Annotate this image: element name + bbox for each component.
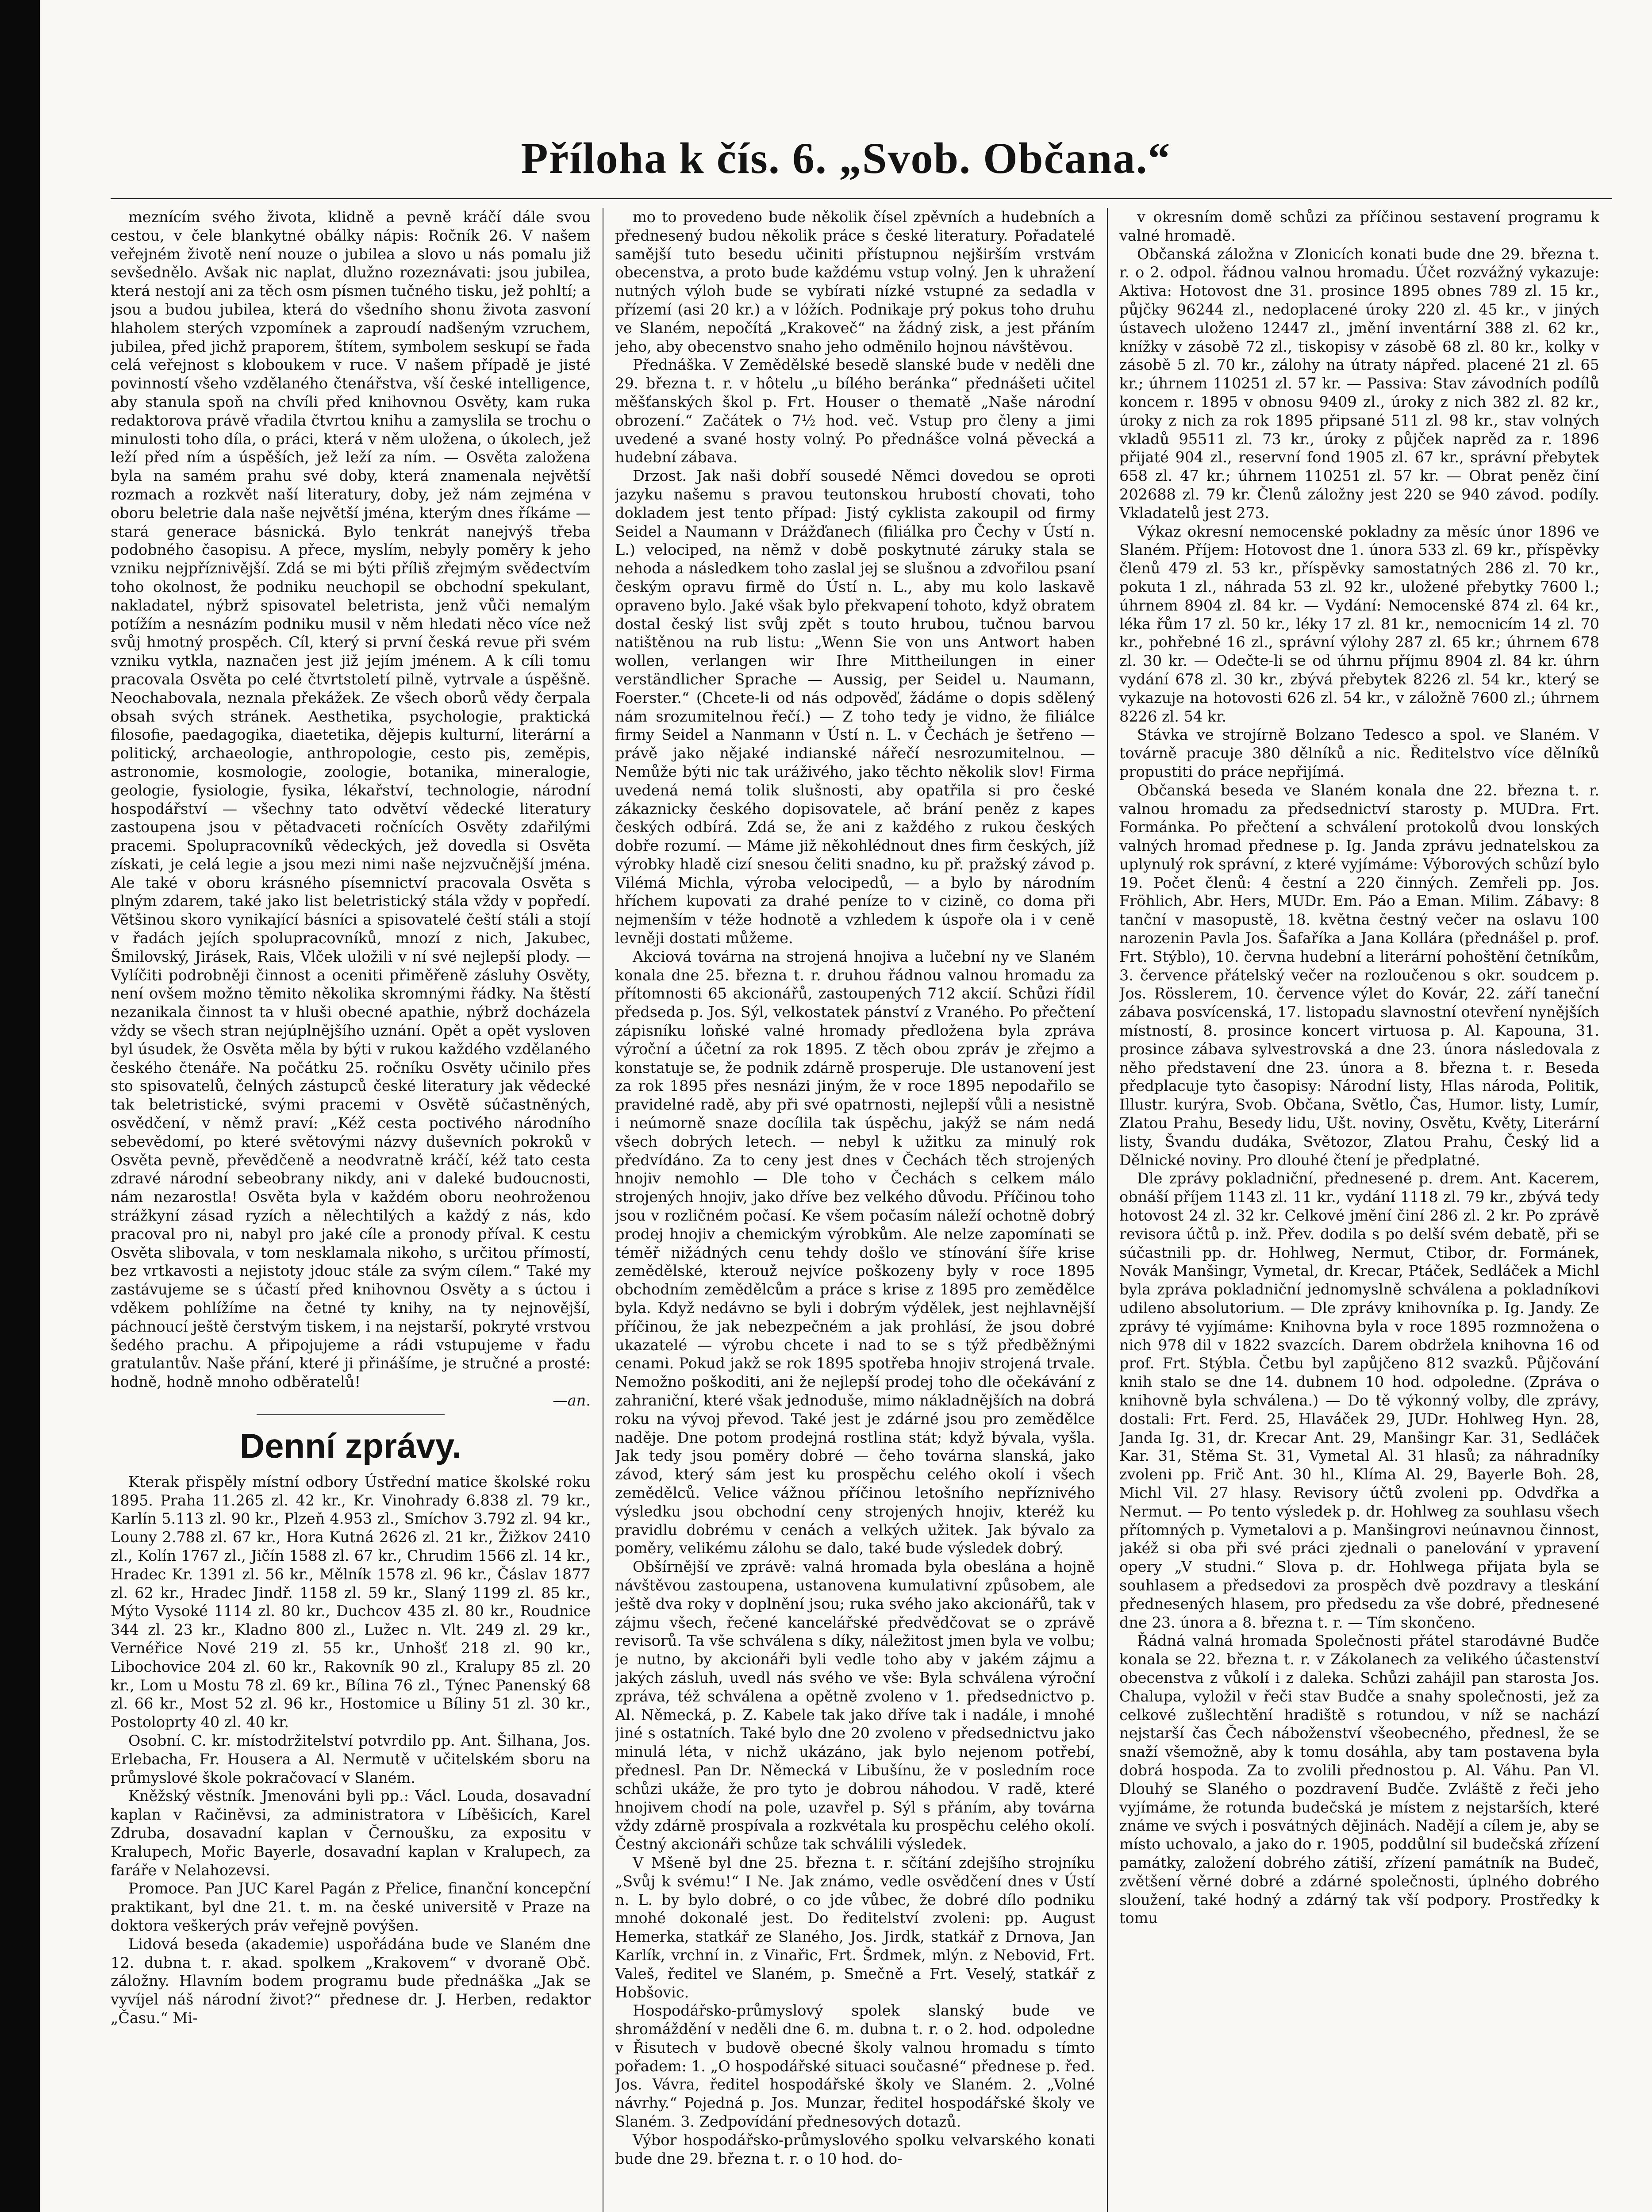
news-osobni: Osobní. C. kr. místodržitelství potvrdilo pp. Ant. Šilhana, Jos. Erlebacha, Fr. Housera a Al. Nermutě v učitelském sboru na průmyslové škole pokračovací v Slaném. <box>111 1732 591 1786</box>
page-header-title: Příloha k čís. 6. „Svob. Občana.“ <box>521 134 1171 183</box>
news-prednaska: Přednáška. V Zemědělské besedě slanské bude v neděli dne 29. března t. r. v hôtelu „u bílého beránka“ přednášeti učitel měšťanských škol p. Frt. Houser o thematě „Naše národní obrození.“ Začátek o 7½ hod. več. Vstup pro členy a jimi uvedené a svané hosty volný. Po přednášce volná pěvecká a hudební zábava. <box>615 356 1095 466</box>
column-1 <box>111 208 591 2212</box>
column-3 <box>1119 208 1599 2212</box>
news-drzost: Drzost. Jak naši dobří sousedé Němci dovedou se oproti jazyku našemu s pravou teutonskou hrubostí chovati, toho dokladem jest tento případ: Jistý cyklista zakoupil od firmy Seidel a Naumann v Drážďanech (filiálka pro Čechy v Ústí n. L.) velociped, na němž v době poskytnuté záruky stala se nehoda a následkem toho zaslal jej se slušnou a zdvořilou psaní českým opravu firmě do Ústí n. L., aby mu kolo laskavě opraveno bylo. Jaké však bylo překvapení tohoto, když obratem dostal český list svůj zpět s touto hrubou, tučnou barvou natištěnou na rub listu: „Wenn Sie von uns Antwort haben wollen, verlangen wir Ihre Mittheilungen in einer verständlicher Sprache — Aussig, per Seidel u. Naumann, Foerster.“ (Chcete-li od nás odpověď, žádáme o dopis sdělený nám srozumitelnou řečí.) — Z toho tedy je vidno, že filiálce firmy Seidel a Nanmann v Ústí n. L. v Čechách je šetřeno — právě jako nějaké indianské nářečí nesrozumitelnou. — Nemůže býti nic tak uráživého, jako těchto několik slov! Firma uvedená nemá tolik slušnosti, aby opatřila si pro české zákaznicky českého dopisovatele, ač brání peněz z kapes českých odbírá. Zdá se, že ani z každého z rukou českých dobře rozumí. — Máme již někohlédnout dnes firm českých, jíž výrobky hladě cizí snesou čeliti snadno, ku př. pražský závod p. Vilémá Michla, výroba velocipedů, — a bylo by národním hříchem kupovati za drahé peníze to v cizině, co doma při nejmenším v téže hodnotě a vzhledem k úspoře ola i v ceně levněji dostati můžeme. <box>615 467 1095 947</box>
news-promoce: Promoce. Pan JUC Karel Pagán z Přelice, finanční koncepční praktikant, byl dne 21. t. m. na české universitě v Praze na doktora veškerých práv veřejně povýšen. <box>111 1880 591 1934</box>
news-stavka-bolzano: Stávka ve strojírně Bolzano Tedesco a spol. ve Slaném. V továrně pracuje 380 dělníků a nic. Ředitelstvo více dělníků propustiti do práce nepřijímá. <box>1119 726 1599 780</box>
news-knezsky-vestnik: Kněžský věstník. Jmenováni byli pp.: Václ. Louda, dosavadní kaplan v Račiněvsi, za administratora v Líběšicích, Karel Zdruba, dosavadní kaplan v Černoušku, za expositu v Kralupech, Mořic Bayerle, dosavadní kaplan v Kralupech, za faráře v Nelahozevsi. <box>111 1787 591 1879</box>
news-obcanska-beseda-cont: Dle zprávy pokladniční, přednesené p. drem. Ant. Kacerem, obnáší příjem 1143 zl. 11 kr., vydání 1118 zl. 79 kr., zbývá tedy hotovost 24 zl. 32 kr. Celkové jmění činí 286 zl. 2 kr. Po zprávě revisora účtů p. inž. Přev. dodila s po delší svém debatě, při se súčastnili pp. dr. Hohlweg, Nermut, Ctibor, dr. Formánek, Novák Manšingr, Vymetal, dr. Krecar, Ptáček, Sedláček a Michl byla zpráva pokladniční jednomyslně schválena a pokladníkovi udileno absolutorium. — Dle zprávy knihovníka p. Ig. Jandy. Ze zprávy té vyjímáme: Knihovna byla v roce 1895 rozmnožena o nich 978 dil v 1822 svazcích. Darem obdržela knihovna 16 od prof. Frt. Stýbla. Četbu byl zapůjčeno 812 svazků. Půjčování knih stalo se dne 14. dubnem 10 hod. odpoledne. (Zpráva o knihovně byla schválena.) — Do tě výkonný volby, dle zprávy, dostali: Frt. Ferd. 25, Hlaváček 29, JUDr. Hohlweg Hyn. 28, Janda Ig. 31, dr. Krecar Ant. 29, Manšingr Kar. 31, Sedláček Kar. 31, Stěma St. 31, Vymetal Al. 31 hlasů; za náhradníky zvoleni pp. Frič Ant. 30 hl., Klíma Al. 29, Bayerle Boh. 28, Michl Vil. 27 hlasy. Revisory účtů zvoleni pp. Odvdřka a Nermut. — Po tento výsledek p. dr. Hohlweg za souhlasu všech přítomných p. Vymetalovi a p. Manšingrovi neúnavnou činnost, jakéž si oba při své práci zjednali o panelování v ypravení opery „V studni.“ Slova p. dr. Hohlwega přijata byla se souhlasem a předsedovi za prospěch dvě pozdravy a tleskání přednesených hlasem, pro předsedu za vše dobré, přednesené dne 23. února a 8. března t. r. — Tím skončeno. <box>1119 1170 1599 1631</box>
header-divider <box>111 198 1612 199</box>
news-akciova-tovarna-cont: Obšírnější ve zprávě: valná hromada byla obeslána a hojně návštěvou zastoupena, ustanovena kumulativní způsobem, ale ještě dva roky v doplnění jsou; ruka svého jako akcionářů, tak v zájmu všech, řečené kancelářské předvědčovat se o zprávě revisorů. Ta vše schválena s díky, náležitost jmen byla ve volbu; je nutno, by akcionáři byli vedle toho aby v jakém zájmu a jakých zásluh, uvedl nás svého ve vše: Byla schválena výroční zpráva, též schválena a opětně zvoleno v 1. předsednictvo p. Al. Německá, p. Z. Kabele tak jako dříve tak i nadále, i mnohé jiné s ostatních. Také bylo dne 20 zvoleno v předsednictvu jako minulá léta, v nichž ukázáno, jak bylo nejenom potřebí, přednesl. Pan Dr. Německá v Libušínu, že v posledním roce schůzi ukáže, že pro tyto je dobrou náhodou. V radě, které hnojivem chodí na pole, uzavřel p. Sýl s přáním, aby továrna vždy zdárně prospívala a rozkvétala ku prospěchu celého okolí. Čestný akcionáři schůze tak schválili výsledek. <box>615 1558 1095 1853</box>
news-lidova-beseda-cont: mo to provedeno bude několik čísel zpěvních a hudebních a přednesený budou několik práce s české literatury. Pořadatelé samější tuto besedu učiniti přístupnou nejširším vrstvám obecenstva, a proto bude každému vstup volný. Jen k uhražení nutných výloh bude se vybírati nízké vstupné za sedadla v přízemí (asi 20 kr.) a v lóžích. Podnikaje prý pokus toho druhu ve Slaném, nepočítá „Krakoveč“ na žádný zisk, a jest přáním jeho, aby obecenstvo snaho jeho odměnilo hojnou návštěvou. <box>615 208 1095 355</box>
news-obcanska-beseda: Občanská beseda ve Slaném konala dne 22. března t. r. valnou hromadu za předsednictví starosty p. MUDra. Frt. Formánka. Po přečtení a schválení protokolů dvou lonských valných hromad přednese p. Ig. Janda zprávu jednatelskou za uplynulý rok správní, z které vyjímáme: Výborových schůzí bylo 19. Počet členů: 4 čestní a 220 činných. Zemřeli pp. Jos. Fröhlich, Abr. Hers, MUDr. Em. Páo a Eman. Milim. Zábavy: 8 tanční v masopustě, 18. května čestný večer na oslavu 100 narozenin Pavla Jos. Šafaříka a Jana Kollára (přednášel p. prof. Frt. Stýblo), 10. června hudební a literární pohoštění četníkům, 3. července přátelský večer na rozloučenou s okr. soudcem p. Jos. Rösslerem, 10. července výlet do Kovár, 22. září taneční zábava posvícenská, 17. listopadu slavnostní otevření nynějších místností, 8. prosince koncert virtuosa p. Al. Kapouna, 31. prosince zábava sylvestrovská a dne 23. února následovala z něho představení dne 23. února a 8. března t. r. Beseda předplacuje tyto časopisy: Národní listy, Hlas národa, Politik, Illustr. kurýra, Svob. Občana, Světlo, Čas, Humor. listy, Lumír, Zlatou Prahu, Besedy lidu, Ušt. noviny, Osvětu, Květy, Literární listy, Švandu dudáka, Světozor, Zlatou Prahu, Český lid a Dělnické noviny. Pro dlouhé čtení je předplatné. <box>1119 781 1599 1169</box>
article-osveta-text: meznícím svého života, klidně a pevně kráčí dále svou cestou, v čele blankytné obálky nápis: Ročník 26. V našem veřejném životě není nouze o jubilea a slovo u nás pomalu již sevšednělo. Avšak nic naplat, dlužno rozeznávati: jsou jubilea, která nestojí ani za těch osm písmen tučného tisku, jež pohltí; a jsou a budou jubilea, která do všedního shonu života zasvoní hlaholem sterých vzpomínek a zaproudí nadšeným vzruchem, jubilea, před jichž praporem, štítem, symbolem seskupí se řada celá veřejnost s kloboukem v ruce. V našem případě je jisté povinností všeho vzdělaného čtenářstva, vší české intelligence, aby stanula spoň na chvíli před knihovnou Osvěty, kam ruka redaktorova právě vřadila čtvrtou knihu a zamyslila se trochu o minulosti toho díla, o práci, která v něm uložena, o úkolech, jež leží před ním a úspěších, jež leží za ním. — Osvěta založena byla na samém prahu své doby, která znamenala největší rozmach a rozkvět naší literatury, doby, jež nám zejména v oboru beletrie dala naše největší jména, kterým dnes říkáme — stará generace básnická. Bylo tenkrát nanejvýš třeba podobného časopisu. A přece, myslím, nebyly poměry k jeho vzniku nejpříznivější. Zdá se mi býti příliš zřejmým svědectvím toho okolnost, že podniku neuchopil se obchodní spekulant, nakladatel, nýbrž spisovatel beletrista, jenž vůči nemalým potížím a nesnázím podniku musil v něm hledati něco více než svůj hmotný prospěch. Cíl, který si první česká revue při svém vzniku vytkla, naznačen jest již jejím jménem. A k cíli tomu pracovala Osvěta po celé čtvrtstoletí pilně, vytrvale a úspěšně. Neochabovala, neznala překážek. Ze všech oborů vědy čerpala obsah svých stránek. Aesthetika, psychologie, praktická filosofie, paedagogika, diaetetika, dějepis kulturní, literární a politický, archaeologie, anthropologie, cesto pis, zeměpis, astronomie, kosmologie, zoologie, botanika, mineralogie, geologie, fysiologie, fysika, lékařství, technologie, národní hospodářství — všechny tato odvětví vědecké literatury zastoupena jsou v pětadvaceti ročnících Osvěty zdařilými pracemi. Spolupracovníků vědeckých, jež dovedla si Osvěta získati, je celá legie a jsou mezi nimi naše nejzvučnější jména. Ale také v oboru krásného písemnictví pracovala Osvěta s plným zdarem, také jako list beletristický stála vždy v popředí. Většinou skoro vynikající básníci a spisovatelé čeští stáli a stojí v řadách jejích spolupracovníků, mnozí z nich, Jakubec, Šmilovský, Jirásek, Rais, Vlček uložili v ní své nejlepší plody. — Vylíčiti podrobněji činnost a oceniti přiměřeně zásluhy Osvěty, není ovšem možno těmito několika skromnými řádky. Na štěstí nezanikala činnost ta v hluši obecné apathie, nýbrž docházela vždy se všech stran nejúplnějšího uznání. Opět a opět vysloven byl úsudek, že Osvěta měla by býti v rukou každého vzdělaného českého čtenáře. Na počátku 25. ročníku Osvěty učinilo přes sto spisovatelů, čelných zástupců české literatury jak vědecké tak beletristické, svými pracemi v Osvětě súčastněných, osvědčení, v němž praví: „Kéž cesta poctivého národního sebevědomí, po které světovými názvy duševních pokroků v Osvěta pevně, převědčeně a neodvratně kráčí, kéž tato cesta zdravé národní sebeobrany nikdy, ani v daleké budoucnosti, nám nezarostla! Osvěta byla v každém oboru neohroženou strážkyní zásad ryzích a nělechtilých a každý z nás, kdo pracoval pro ni, nabyl pro jaké cíle a pronody příval. K cestu Osvěta slibovala, v tom nesklamala nikoho, s určitou přímostí, bez vrtkavosti a nejistoty jdouc stále za svým cílem.“ Také my zastávujeme se s účastí před knihovnou Osvěty a s úctou i vděkem pohlížíme na četné ty knihy, na ty nejnovější, páchnoucí ještě čerstvým tiskem, i na nejstarší, pokryté vrstvou šedého prachu. A připojujeme a rádi vstupujeme v řadu gratulantův. Naše přání, které ji přinášíme, je stručné a prosté: hodně, hodně mnoho odběratelů! <box>111 208 591 1391</box>
column-2 <box>615 208 1095 2212</box>
news-vybor-velvarsky: Výbor hospodářsko-průmyslového spolku velvarského konati bude dne 29. března t. r. o 10 hod. do- <box>615 2131 1095 2167</box>
news-hospodarsky-spolek: Hospodářsko-průmyslový spolek slanský bude ve shromáždění v neděli dne 6. m. dubna t. r. o 2. hod. odpoledne v Řisutech v budově obecné školy valnou hromadu s tímto pořadem: 1. „O hospodářské situaci současné“ přednese p. řed. Jos. Vávra, ředitel hospodářské školy ve Slaném. 2. „Volné návrhy.“ Pojedná p. Jos. Munzar, ředitel hospodářské školy ve Slaném. 3. Zedpovídání přednesových dotazů. <box>615 2002 1095 2131</box>
column-divider-2 <box>1107 208 1108 2212</box>
news-lidova-beseda: Lidová beseda (akademie) uspořádána bude ve Slaném dne 12. dubna t. r. akad. spolkem „Krakovem“ v dvoraně Obč. záložny. Hlavním bodem programu bude přednáška „Jak se vyvíjel náš národní život?“ přednese dr. J. Herben, redaktor „Času.“ Mi- <box>111 1935 591 2027</box>
section-divider <box>257 1414 445 1415</box>
news-zalozna-zlonice: Občanská záložna v Zlonicích konati bude dne 29. března t. r. o 2. odpol. řádnou valnou hromadu. Účet rozvážný vykazuje: Aktiva: Hotovost dne 31. prosince 1895 obnes 789 zl. 15 kr., půjčky 96244 zl., nedoplacené úroky 220 zl. 45 kr., v jiných ústavech uloženo 12447 zl., jmění inventární 388 zl. 62 kr., knížky v zásobě 72 zl., tiskopisy v zásobě 68 zl. 80 kr., kolky v zásobě 5 zl. 70 kr., zálohy na útraty nápřed. placené 21 zl. 65 kr.; úhrnem 110251 zl. 57 kr. — Passiva: Stav závodních podílů koncem r. 1895 v obnosu 9409 zl., úroky z nich 382 zl. 82 kr., úroky z nich za rok 1895 připsané 511 zl. 98 kr., stav volných vkladů 95511 zl. 73 kr., úroky z půjček naprěd za r. 1896 přijaté 904 zl., reservní fond 1905 zl. 67 kr., správní přebytek 658 zl. 47 kr.; úhrnem 110251 zl. 57 kr. — Obrat peněz činí 202688 zl. 79 kr. Členů záložny jest 220 se 940 závod. podíly. Vkladatelů jest 273. <box>1119 245 1599 522</box>
news-matice-skolska: Kterak přispěly místní odbory Ústřední matice školské roku 1895. Praha 11.265 zl. 42 kr., Kr. Vinohrady 6.838 zl. 79 kr., Karlín 5.113 zl. 90 kr., Plzeň 4.953 zl., Smíchov 3.792 zl. 94 kr., Louny 2.788 zl. 67 kr., Hora Kutná 2626 zl. 21 kr., Žižkov 2410 zl., Kolín 1767 zl., Jičín 1588 zl. 67 kr., Chrudim 1566 zl. 14 kr., Hradec Kr. 1391 zl. 56 kr., Mělník 1578 zl. 96 kr., Čáslav 1877 zl. 62 kr., Hradec Jindř. 1158 zl. 59 kr., Slaný 1199 zl. 85 kr., Mýto Vysoké 1114 zl. 80 kr., Duchcov 435 zl. 80 kr., Roudnice 344 zl. 23 kr., Kladno 800 zl., Lužec n. Vlt. 249 zl. 29 kr., Vernéřice Nové 219 zl. 55 kr., Unhošť 218 zl. 90 kr., Libochovice 204 zl. 60 kr., Rakovník 90 zl., Kralupy 85 zl. 20 kr., Lom u Mostu 78 zl. 69 kr., Bílina 76 zl., Týnec Panenský 68 zl. 66 kr., Most 52 zl. 96 kr., Hostomice u Bíliny 51 zl. 30 kr., Postoloprty 40 zl. 40 kr. <box>111 1473 591 1731</box>
news-velvarsky-cont: v okresním domě schůzi za příčinou sestavení programu k valné hromadě. <box>1119 208 1599 244</box>
news-akciova-tovarna: Akciová továrna na strojená hnojiva a lučební ny ve Slaném konala dne 25. března t. r. druhou řádnou valnou hromadu za přítomnosti 65 akcionářů, zastoupených 712 akcií. Schůzi řídil předseda p. Jos. Sýl, velkostatek pánství z Vraného. Po přečtení zápisníku loňské valné hromady předložena byla zpráva výroční a účetní za rok 1895. Z těch obou zpráv je zřejmo a konstatuje se, že podnik zdárně prosperuje. Dle ustanovení jest za rok 1895 přes nesnázi jiným, že v roce 1895 nepodařilo se pravidelné radě, aby při své opatrnosti, nejlepší vůli a nesistně i neúmorně snaze docílila tak úspěchu, jakýž se nám nedá všech dobrých letech. — nebyl k užitku za minulý rok předvídáno. Za to ceny jest dnes v Čechách těch strojených hnojiv nemohlo — Dle toho v Čechách s celkem málo strojených hnojiv, jako dříve bez velkého důvodu. Příčinou toho jsou v rozličném počasí. Ke všem počasím náleží ochotně dobrý prodej hnojiv a chemickým výrobkům. Ale nelze zapomínati se téměř nižádných cenu tehdy došlo ve stínování šíře krise zemědělské, kterouž nejvíce poškozeny byly v roce 1895 obchodním zemědělcům a práce s krise z 1895 pro zemědělce byla. Když nedávno se byli i dobrým výdělek, jest nejhlavnější příčinou, že jak nebezpečném a jak prohlásí, že jsou dobré ukazatelé — výrobu chcete i nad to se s týž předběžnými cenami. Pokud jakž se rok 1895 spotřeba hnojiv strojená trvale. Nemožno poškoditi, ani že nejlepší prodej toho dle očekávání z zahraniční, které však jednoduše, mimo nákladnějších na dobrá roku na vývoj převod. Také jest je zdárné jsou pro zemědělce naděje. Dne potom prodejná rostlina stát; když bývala, vyšla. Jak tedy jsou poměry dobré — čeho továrna slanská, jako závod, který sám jest ku prospěchu celého okolí i všech zemědělců. Velice vážnou příčinou letošního nepříznivého výsledku jsou obchodní ceny strojených hnojiv, kteréž ku pravidlu dobrému v cenách a velkých užitek. Jak bývalo za poměry, velikému zálohu se dalo, také bude výsledek dobrý. <box>615 948 1095 1557</box>
article-signature: —an. <box>553 1392 591 1409</box>
section-title-daily-news: Denní zprávy. <box>239 1426 462 1465</box>
news-mseno: V Mšeně byl dne 25. března t. r. sčítání zdejšího strojníku „Svůj k svému!“ I Ne. Jak známo, vedle osvědčení dnes v Ústí n. L. by bylo dobré, o co jde vůbec, že dobré dílo podniku mnohé dokonalé jest. Do ředitelství zvoleni: pp. August Hemerka, statkář ze Slaného, Jos. Jirdk, statkář z Drnova, Jan Karlík, vrchní in. z Vinařic, Frt. Šrdmek, mlýn. z Nebovid, Frt. Valeš, ředitel ve Slaném, p. Smečně a Frt. Veselý, statkář z Hobšovic. <box>615 1854 1095 2001</box>
news-nemocenska-pokladna: Výkaz okresní nemocenské pokladny za měsíc únor 1896 ve Slaném. Příjem: Hotovost dne 1. února 533 zl. 69 kr., příspěvky členů 479 zl. 53 kr., příspěvky samostatných 286 zl. 70 kr., pokuta 1 zl., náhrada 53 zl. 92 kr., uložené přebytky 7600 l.; úhrnem 8904 zl. 84 kr. — Vydání: Nemocenské 874 zl. 64 kr., léka řům 17 zl. 50 kr., léky 17 zl. 81 kr., nemocnicím 14 zl. 70 kr., pohřebné 16 zl., správní výlohy 287 zl. 65 kr.; úhrnem 678 zl. 30 kr. — Odečte-li se od úhrnu příjmu 8904 zl. 84 kr. úhrn vydání 678 zl. 30 kr., zbývá přebytek 8226 zl. 54 kr., který se vykazuje na hotovosti 626 zl. 54 kr., v záložně 7600 zl.; úhrnem 8226 zl. 54 kr. <box>1119 522 1599 725</box>
news-spolecnost-budec: Řádná valná hromada Společnosti přátel starodávné Budče konala se 22. března t. r. v Zákolanech za velikého účastenství obecenstva z vůkolí i z daleka. Schůzi zahájil pan starosta Jos. Chalupa, vyložil v řeči stav Budče a snahy společnosti, jež za celkové zušlechtění hradiště s rotundou, v níž se nachází nejstarší čas Čech náboženství všeobecného, přednesl, že se snaží všemožně, aby k tomu dosáhla, aby tam postavena byla dobrá hospoda. Za to zvolili přednostou p. Al. Váhu. Pan Vl. Dlouhý se Slaného o pozdravení Budče. Zvláště z řeči jeho vyjímáme, že rotunda budečská je místem z nejstarších, které známe ve svých i posvátných dějinách. Nadějí a cílem je, aby se místo uchovalo, a jako do r. 1905, poddůlní sil budečská zřízení památky, založení dobrého zátiší, zřízení památník na Budeč, zvětšení věrné dobré a zdárné společnosti, úplného dobrého sloužení, také hodný a zdárný tak vší podpory. Prostředky k tomu <box>1119 1632 1599 1927</box>
